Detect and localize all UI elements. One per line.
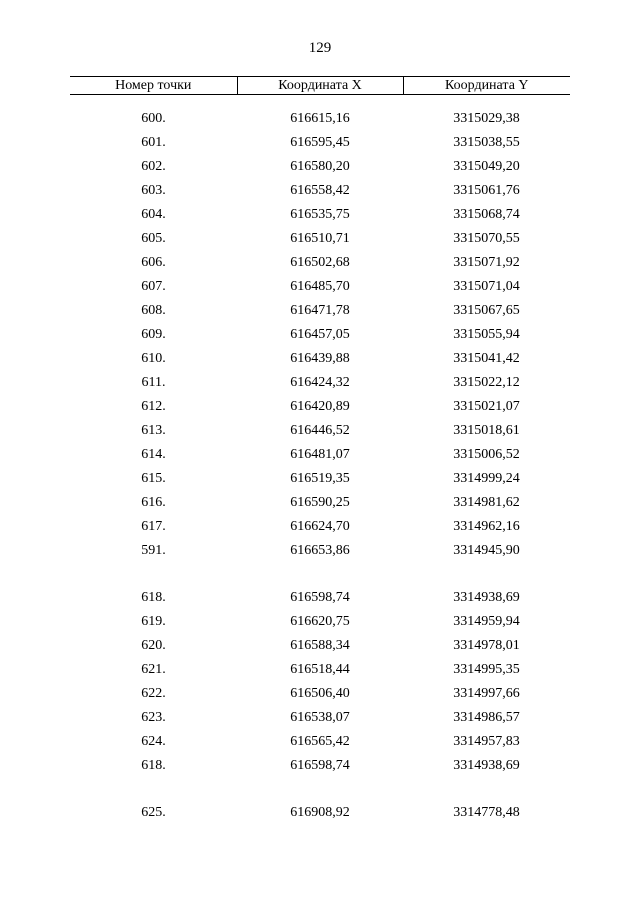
point-number-cell: 619. bbox=[141, 614, 166, 629]
coordinate-y-cell: 3315055,94 bbox=[453, 327, 520, 342]
group-separator bbox=[70, 778, 570, 801]
table-row bbox=[70, 395, 570, 419]
point-number-cell: 611. bbox=[141, 375, 166, 390]
point-number-cell: 616. bbox=[141, 495, 166, 510]
coordinate-y-cell: 3314995,35 bbox=[453, 662, 520, 677]
point-number-cell: 618. bbox=[141, 758, 166, 773]
table-row bbox=[70, 203, 570, 227]
table-header bbox=[70, 77, 570, 95]
coordinate-y-cell: 3315022,12 bbox=[453, 375, 520, 390]
table-row bbox=[70, 419, 570, 443]
table-row bbox=[70, 730, 570, 754]
point-number-cell: 622. bbox=[141, 686, 166, 701]
point-number-cell: 613. bbox=[141, 423, 166, 438]
point-number-cell: 607. bbox=[141, 279, 166, 294]
table-row bbox=[70, 155, 570, 179]
point-number-cell: 601. bbox=[141, 135, 166, 150]
point-number-cell: 604. bbox=[141, 207, 166, 222]
point-number-cell: 614. bbox=[141, 447, 166, 462]
coordinate-x-cell: 616510,71 bbox=[290, 231, 350, 246]
coordinate-x-cell: 616580,20 bbox=[290, 159, 350, 174]
table-row bbox=[70, 586, 570, 610]
header-coordinate-y: Координата Y bbox=[403, 77, 570, 95]
table-row bbox=[70, 754, 570, 778]
point-number-cell: 610. bbox=[141, 351, 166, 366]
point-number-cell: 591. bbox=[141, 543, 166, 558]
point-number-cell: 624. bbox=[141, 734, 166, 749]
coordinate-x-cell: 616506,40 bbox=[290, 686, 350, 701]
group-separator bbox=[70, 563, 570, 586]
table-row bbox=[70, 634, 570, 658]
coordinate-y-cell: 3314986,57 bbox=[453, 710, 520, 725]
table-row bbox=[70, 323, 570, 347]
coordinate-x-cell: 616653,86 bbox=[290, 543, 350, 558]
coordinate-x-cell: 616590,25 bbox=[290, 495, 350, 510]
coordinate-x-cell: 616446,52 bbox=[290, 423, 350, 438]
header-coordinate-x: Координата X bbox=[237, 77, 403, 95]
coordinate-x-cell: 616457,05 bbox=[290, 327, 350, 342]
coordinate-x-cell: 616439,88 bbox=[290, 351, 350, 366]
coordinate-y-cell: 3315071,92 bbox=[453, 255, 520, 270]
coordinate-y-cell: 3315021,07 bbox=[453, 399, 520, 414]
table-row bbox=[70, 539, 570, 563]
coordinate-x-cell: 616558,42 bbox=[290, 183, 350, 198]
coordinate-x-cell: 616615,16 bbox=[290, 111, 350, 126]
coordinate-x-cell: 616624,70 bbox=[290, 519, 350, 534]
coordinate-y-cell: 3315067,65 bbox=[453, 303, 520, 318]
page-number: 129 bbox=[308, 40, 332, 56]
table-spacer bbox=[70, 95, 570, 108]
coordinate-y-cell: 3314938,69 bbox=[453, 758, 520, 773]
table-row bbox=[70, 179, 570, 203]
coordinates-table bbox=[70, 76, 570, 825]
coordinate-y-cell: 3314999,24 bbox=[453, 471, 520, 486]
table-row bbox=[70, 299, 570, 323]
table-row bbox=[70, 107, 570, 131]
point-number-cell: 617. bbox=[141, 519, 166, 534]
coordinate-x-cell: 616535,75 bbox=[290, 207, 350, 222]
table-row bbox=[70, 371, 570, 395]
coordinate-x-cell: 616519,35 bbox=[290, 471, 350, 486]
table-row bbox=[70, 658, 570, 682]
coordinate-y-cell: 3315029,38 bbox=[453, 111, 520, 126]
coordinate-y-cell: 3315068,74 bbox=[453, 207, 520, 222]
coordinate-x-cell: 616471,78 bbox=[290, 303, 350, 318]
point-number-cell: 600. bbox=[141, 111, 166, 126]
header-row bbox=[70, 77, 570, 95]
point-number-cell: 612. bbox=[141, 399, 166, 414]
coordinate-y-cell: 3315049,20 bbox=[453, 159, 520, 174]
coordinate-x-cell: 616420,89 bbox=[290, 399, 350, 414]
point-number-cell: 625. bbox=[141, 805, 166, 820]
coordinate-x-cell: 616485,70 bbox=[290, 279, 350, 294]
coordinate-y-cell: 3314945,90 bbox=[453, 543, 520, 558]
point-number-cell: 623. bbox=[141, 710, 166, 725]
table-row bbox=[70, 801, 570, 825]
table-row bbox=[70, 610, 570, 634]
coordinate-y-cell: 3315038,55 bbox=[453, 135, 520, 150]
coordinate-y-cell: 3315071,04 bbox=[453, 279, 520, 294]
point-number-cell: 620. bbox=[141, 638, 166, 653]
coordinate-x-cell: 616518,44 bbox=[290, 662, 350, 677]
coordinate-x-cell: 616424,32 bbox=[290, 375, 350, 390]
coordinate-x-cell: 616598,74 bbox=[290, 590, 350, 605]
coordinate-x-cell: 616565,42 bbox=[290, 734, 350, 749]
coordinate-y-cell: 3314978,01 bbox=[453, 638, 520, 653]
coordinate-y-cell: 3314981,62 bbox=[453, 495, 520, 510]
coordinate-x-cell: 616588,34 bbox=[290, 638, 350, 653]
table-row bbox=[70, 131, 570, 155]
coordinate-y-cell: 3314938,69 bbox=[453, 590, 520, 605]
point-number-cell: 602. bbox=[141, 159, 166, 174]
table-row bbox=[70, 347, 570, 371]
table-row bbox=[70, 682, 570, 706]
table-row bbox=[70, 443, 570, 467]
point-number-cell: 615. bbox=[141, 471, 166, 486]
table-row bbox=[70, 251, 570, 275]
table-body bbox=[70, 95, 570, 826]
table-row bbox=[70, 515, 570, 539]
coordinate-y-cell: 3315061,76 bbox=[453, 183, 520, 198]
coordinate-y-cell: 3314778,48 bbox=[453, 805, 520, 820]
coordinate-x-cell: 616502,68 bbox=[290, 255, 350, 270]
header-point-number: Номер точки bbox=[70, 77, 237, 95]
coordinate-y-cell: 3315018,61 bbox=[453, 423, 520, 438]
coordinate-y-cell: 3314957,83 bbox=[453, 734, 520, 749]
table-row bbox=[70, 491, 570, 515]
coordinate-y-cell: 3315041,42 bbox=[453, 351, 520, 366]
coordinate-x-cell: 616620,75 bbox=[290, 614, 350, 629]
table-row bbox=[70, 227, 570, 251]
coordinate-x-cell: 616595,45 bbox=[290, 135, 350, 150]
coordinate-y-cell: 3314962,16 bbox=[453, 519, 520, 534]
point-number-cell: 618. bbox=[141, 590, 166, 605]
coordinate-y-cell: 3315006,52 bbox=[453, 447, 520, 462]
coordinate-x-cell: 616908,92 bbox=[290, 805, 350, 820]
point-number-cell: 608. bbox=[141, 303, 166, 318]
coordinate-x-cell: 616598,74 bbox=[290, 758, 350, 773]
table-row bbox=[70, 467, 570, 491]
point-number-cell: 606. bbox=[141, 255, 166, 270]
table-row bbox=[70, 275, 570, 299]
point-number-cell: 603. bbox=[141, 183, 166, 198]
coordinate-y-cell: 3314959,94 bbox=[453, 614, 520, 629]
point-number-cell: 609. bbox=[141, 327, 166, 342]
coordinate-x-cell: 616481,07 bbox=[290, 447, 350, 462]
table-row bbox=[70, 706, 570, 730]
point-number-cell: 605. bbox=[141, 231, 166, 246]
coordinate-x-cell: 616538,07 bbox=[290, 710, 350, 725]
point-number-cell: 621. bbox=[141, 662, 166, 677]
coordinate-y-cell: 3314997,66 bbox=[453, 686, 520, 701]
coordinate-y-cell: 3315070,55 bbox=[453, 231, 520, 246]
